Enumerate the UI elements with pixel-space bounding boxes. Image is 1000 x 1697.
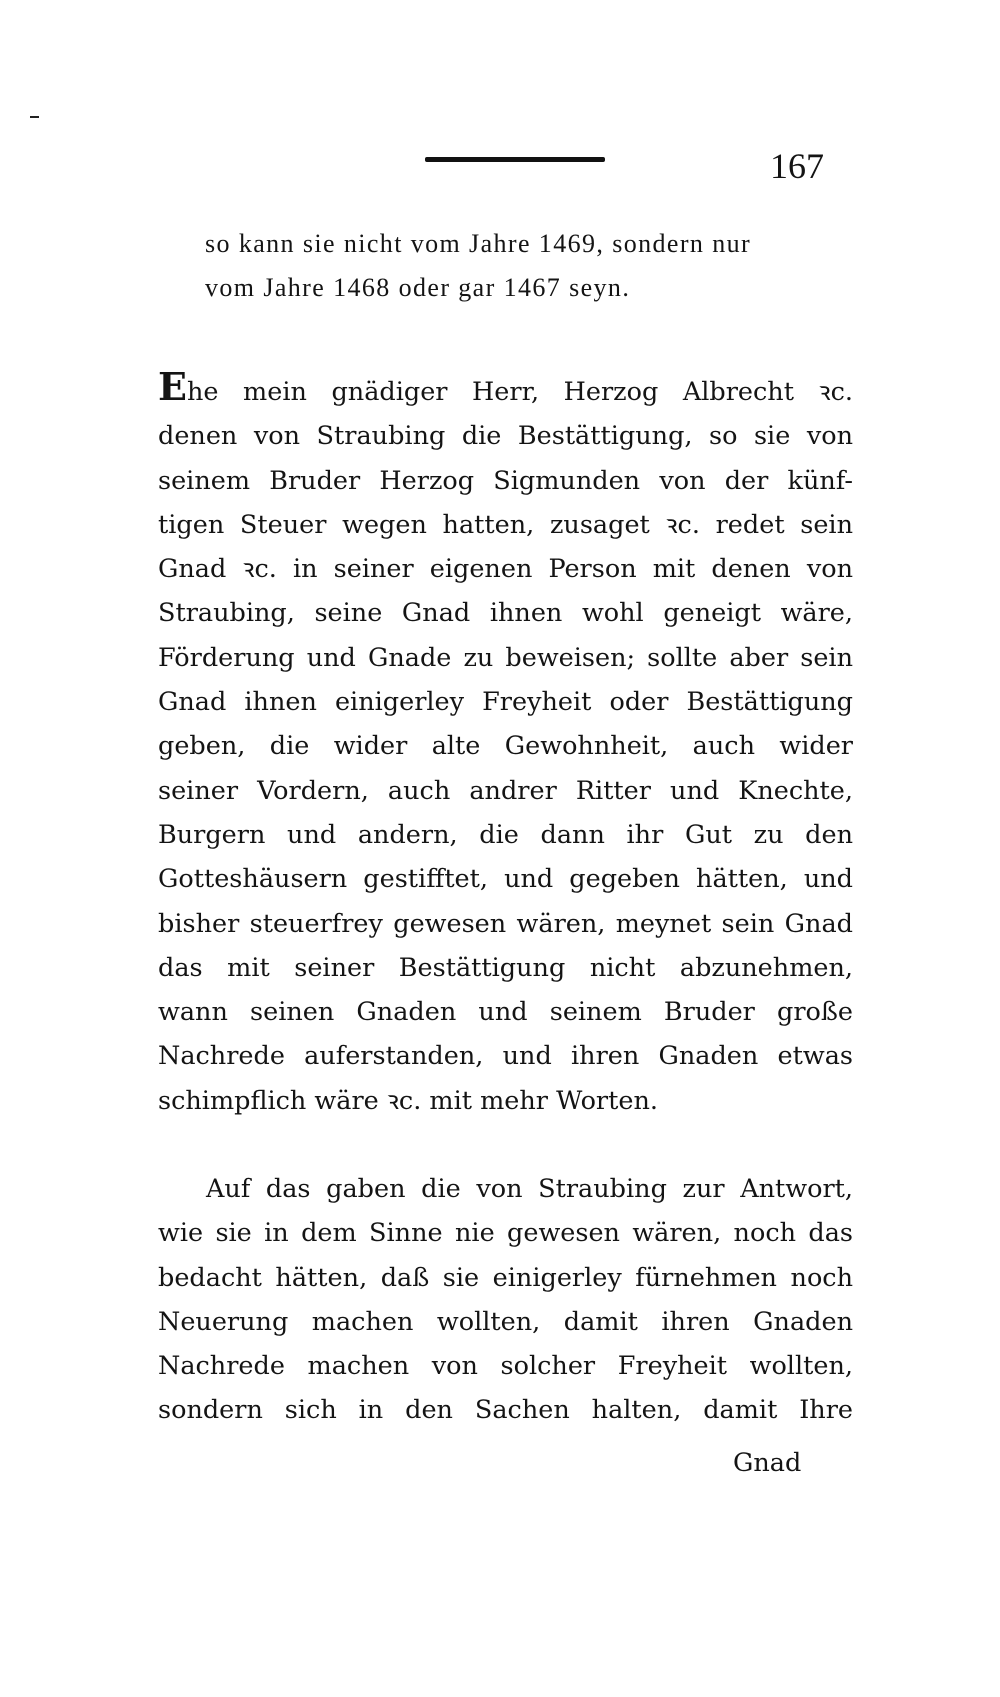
note-line: so kann sie nicht vom Jahre 1469, sondern nur bbox=[205, 229, 752, 258]
paragraph-line: Nachrede auferstanden, und ihren Gnaden etwas bbox=[158, 1041, 853, 1072]
paragraph-line: Straubing, seine Gnad ihnen wohl geneigt wäre, bbox=[158, 598, 853, 629]
paragraph-line: bedacht hätten, daß sie einigerley fürnehmen noch bbox=[158, 1262, 853, 1293]
margin-mark bbox=[30, 116, 39, 118]
first-line-text: he mein gnädiger Herr, Herzog Albrecht ꝛc. bbox=[186, 377, 853, 407]
note-line: vom Jahre 1468 oder gar 1467 seyn. bbox=[205, 273, 631, 302]
paragraph-line: Nachrede machen von solcher Freyheit wollten, bbox=[158, 1351, 853, 1382]
paragraph-2 bbox=[158, 1167, 853, 1433]
catchword: Gnad bbox=[733, 1448, 802, 1478]
paragraph-line: seinem Bruder Herzog Sigmunden von der künf- bbox=[158, 465, 853, 496]
paragraph-line: Burgern und andern, die dann ihr Gut zu den bbox=[158, 819, 853, 850]
page-number: 167 bbox=[770, 146, 824, 186]
paragraph-line: Gnad ꝛc. in seiner eigenen Person mit denen von bbox=[158, 554, 853, 585]
paragraph-1 bbox=[158, 365, 853, 1123]
initial-letter: E bbox=[158, 364, 187, 409]
paragraph-line: tigen Steuer wegen hatten, zusaget ꝛc. redet sein bbox=[158, 509, 853, 540]
paragraph-line: schimpflich wäre ꝛc. mit mehr Worten. bbox=[158, 1085, 658, 1116]
header-rule bbox=[425, 157, 605, 162]
paragraph-line: wann seinen Gnaden und seinem Bruder große bbox=[158, 997, 853, 1028]
paragraph-line: bisher steuerfrey gewesen wären, meynet sein Gnad bbox=[158, 908, 853, 939]
paragraph-line bbox=[158, 365, 853, 414]
paragraph-line: Förderung und Gnade zu beweisen; sollte aber sein bbox=[158, 642, 853, 673]
paragraph-line: das mit seiner Bestättigung nicht abzunehmen, bbox=[158, 952, 853, 983]
paragraph-line: seiner Vordern, auch andrer Ritter und Knechte, bbox=[158, 775, 853, 806]
paragraph-line: Neuerung machen wollten, damit ihren Gnaden bbox=[158, 1306, 853, 1337]
paragraph-line: denen von Straubing die Bestättigung, so sie von bbox=[158, 421, 853, 452]
paragraph-line: wie sie in dem Sinne nie gewesen wären, noch das bbox=[158, 1218, 853, 1249]
paragraph-line: geben, die wider alte Gewohnheit, auch wider bbox=[158, 731, 853, 762]
paragraph-line: Auf das gaben die von Straubing zur Antwort, bbox=[206, 1174, 853, 1204]
paragraph-line: sondern sich in den Sachen halten, damit Ihre bbox=[158, 1395, 853, 1426]
paragraph-line: Gnad ihnen einigerley Freyheit oder Bestättigung bbox=[158, 687, 853, 718]
footnote-block bbox=[205, 222, 855, 310]
paragraph-line: Gotteshäusern gestifftet, und gegeben hätten, und bbox=[158, 864, 853, 895]
